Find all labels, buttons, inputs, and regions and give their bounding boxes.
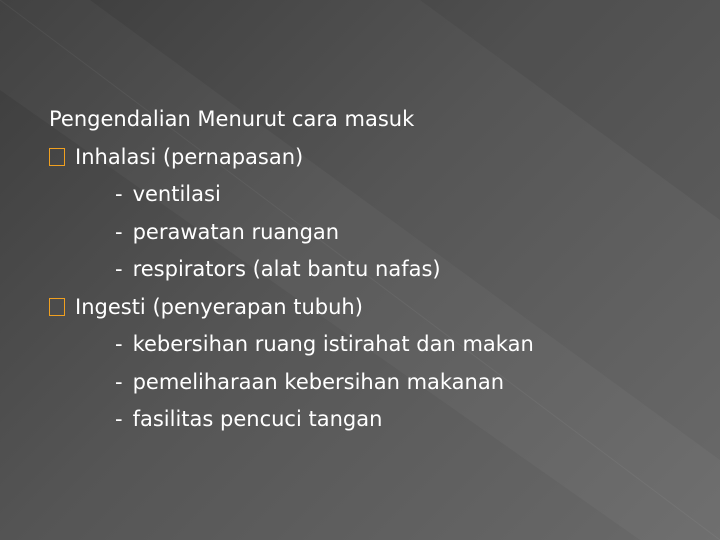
dash-marker: - <box>115 182 123 206</box>
sub-item-pemeliharaan <box>49 364 689 402</box>
dash-marker: - <box>115 257 123 281</box>
dash-marker: - <box>115 219 123 244</box>
sub-item-ventilasi <box>49 176 689 214</box>
dash-marker: - <box>115 332 123 356</box>
sub-item-label: pemeliharaan kebersihan makanan <box>132 369 505 394</box>
dash-marker: - <box>115 369 123 394</box>
sub-item-label: fasilitas pencuci tangan <box>132 407 383 431</box>
sub-item-label: kebersihan ruang istirahat dan makan <box>132 332 534 356</box>
sub-item-label: perawatan ruangan <box>132 219 340 244</box>
bullet-label: Ingesti (penyerapan tubuh) <box>75 294 363 319</box>
sub-item-label: ventilasi <box>132 182 221 206</box>
missing-glyph-icon <box>49 298 65 316</box>
missing-glyph-icon <box>49 148 65 166</box>
sub-item-respirators <box>49 251 689 289</box>
slide-heading: Pengendalian Menurut cara masuk <box>49 107 415 131</box>
dash-marker: - <box>115 407 123 431</box>
sub-item-label: respirators (alat bantu nafas) <box>132 257 441 281</box>
sub-item-fasilitas <box>49 401 689 439</box>
slide-content <box>49 101 689 439</box>
bullet-item-ingesti <box>49 289 689 327</box>
bullet-label: Inhalasi (pernapasan) <box>75 144 304 169</box>
sub-item-kebersihan-ruang <box>49 326 689 364</box>
bullet-item-inhalasi <box>49 139 689 177</box>
sub-item-perawatan-ruangan <box>49 214 689 252</box>
